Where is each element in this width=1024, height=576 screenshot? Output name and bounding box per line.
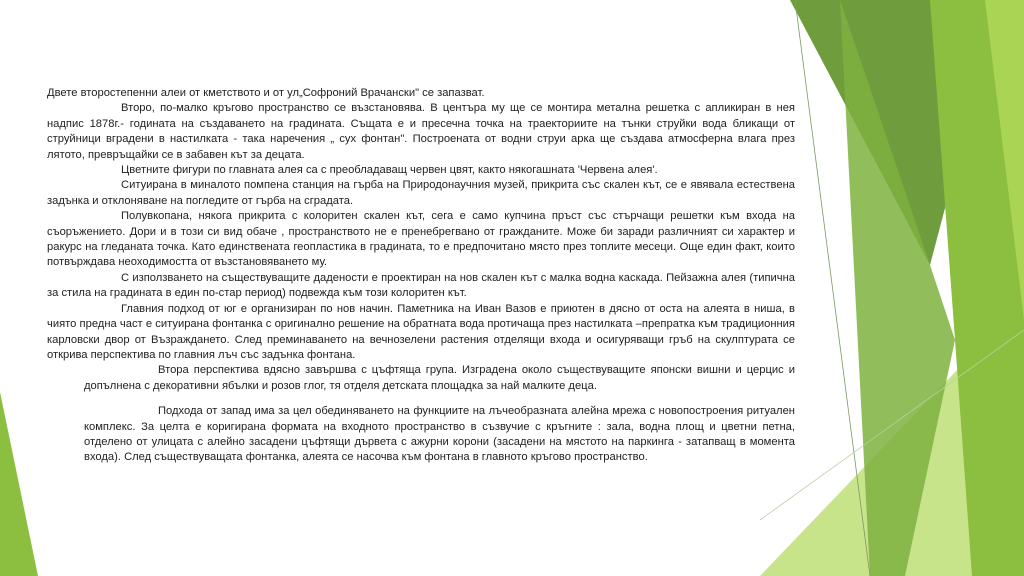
paragraph-8: Втора перспектива вдясно завършва с цъфтяща група. Изградена около съществуващите японски вишни и церцис и допълнена с декоративни ябълки и розов глог, тя отделя детската площадка за най малките деца. bbox=[84, 364, 795, 392]
paragraph-7: Главния подход от юг е организиран по нов начин. Паметника на Иван Вазов е приютен в дясно от оста на алеята в ниша, в чиято предна част е ситуирана фонтанка с оригинално решение на обратната вода протичаща през настилката –препратка към традиционния карловски двор от Възраждането. След преминаването на вечнозелени растения отделящи входа и осигуряващи гръб на скулптурата се открива перспектива по главния лъч със задънка фонтана. bbox=[47, 302, 795, 361]
paragraph-1: Двете второстепенни алеи от кметството и от ул„Софроний Врачански" се запазват. bbox=[47, 87, 485, 99]
paragraph-9: Подхода от запад има за цел обединяването на функциите на лъчеобразната алейна мрежа с новопостроения ритуален комплекс. За целта е коригирана формата на входното пространство в съзвучие с кръгните : зала, водна площ и цветни петна, отделено от улицата с алейно засадени цъфтящи дървета с ажурни корони (засадени на мястото на паркинга - затапващ в момента входа). След съществуващата фонтанка, алеята се насочва към фонтана в главното кръгово пространство. bbox=[84, 405, 795, 464]
paragraph-4: Ситуирана в миналото помпена станция на гърба на Природонаучния музей, прикрита със скален кът, се е явявала естествена задънка и отклоняване на погледите от гърба на сградата. bbox=[47, 179, 795, 207]
left-corner-shape bbox=[0, 392, 38, 576]
paragraph-2: Второ, по-малко кръгово пространство се възстановява. В центъра му ще се монтира металнa решетка с апликиран в нея надпис 1878г.- годината на създаването на градината. Същата е и пресечна точка на траекториите на тънки струйки вода бликащи от струйници вградени в настилката - така наречения „ сух фонтан". Построената от водни струи арка ще създава атмосферна влага през лятото, превръщайки се в забавен кът за децата. bbox=[47, 102, 795, 161]
paragraph-5: Полувкопана, някога прикрита с колоритен скален кът, сега е само купчина пръст със стърчащи решетки към входа на съоръжението. Дори и в този си вид обаче , пространството не е пренебрегвано от гражданите. Може би заради различният си характер и ракурс на гледаната точка. Като единствената геопластика в градината, то е предпочитано място през топлите месеци. Още един факт, които потвърждава неохoдимостта от възстановяването му. bbox=[47, 210, 795, 269]
slide-body-text bbox=[47, 86, 795, 466]
paragraph-6: С използването на съществуващите дадености е проектиран на нов скален кът с малка водна каскада. Пейзажна алея (типична за стила на градината в един по-стар период) подвежда към този колоритен кът. bbox=[47, 271, 795, 300]
paragraph-3: Цветните фигури по главната алея са с преобладаващ червен цвят, както някогашната 'Червена алея'. bbox=[121, 164, 658, 177]
